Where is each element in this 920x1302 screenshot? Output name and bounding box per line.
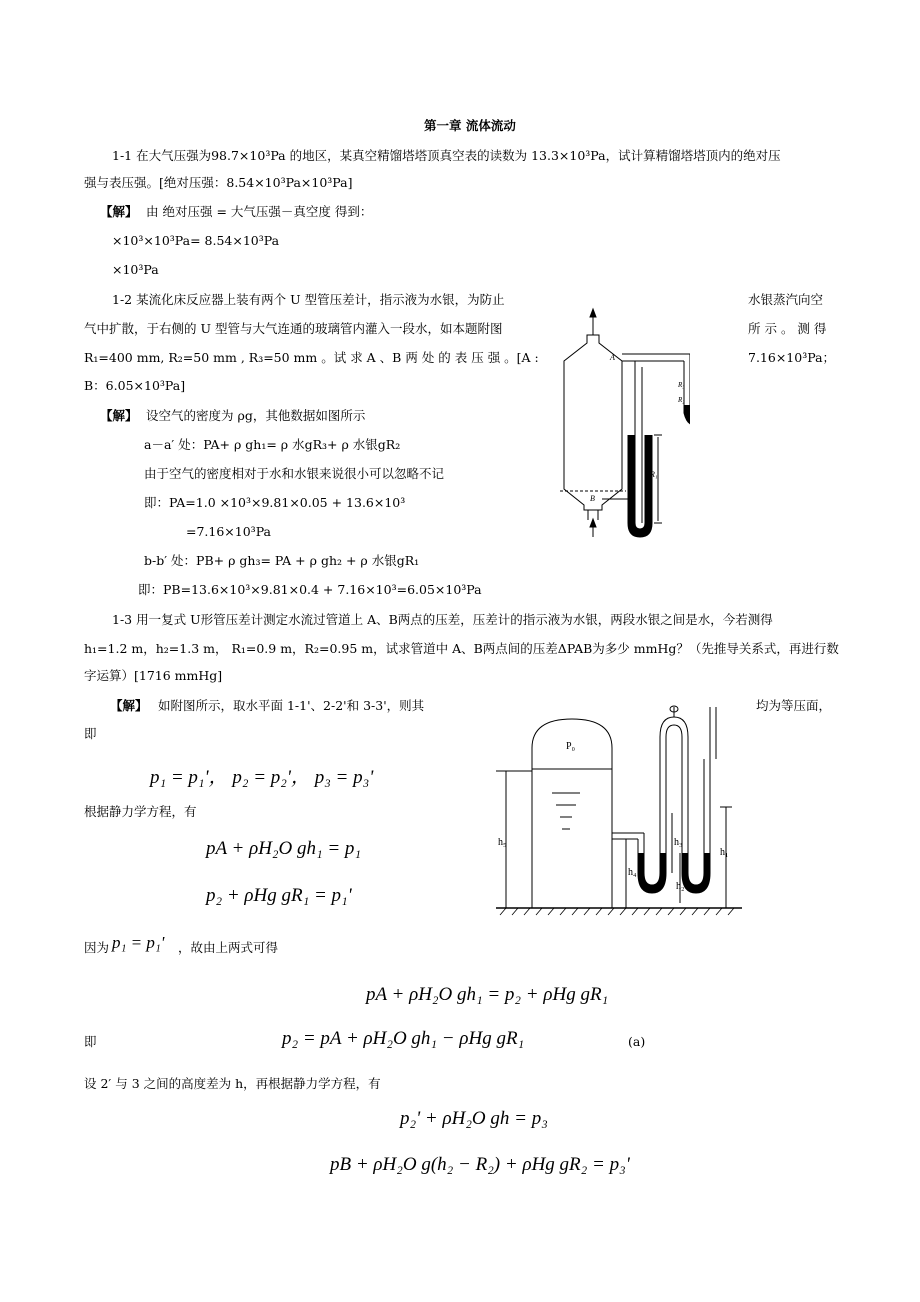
p1-3-line1: 1-3 用一复式 U形管压差计测定水流过管道上 A、B两点的压差，压差计的指示液为水银，两段水银之间是水，今若测得 — [112, 612, 773, 627]
p1-1-line1: 1-1 在大气压强为98.7×10³Pa 的地区，某真空精馏塔塔顶真空表的读数为 13.3×10³Pa，试计算精馏塔塔顶内的绝对压 — [112, 148, 781, 163]
equation-p2: p₂ = pA + ρH₂O gh₁ − ρHg gR₁ — [282, 1028, 525, 1049]
fig1-label-a: A — [610, 353, 615, 362]
p1-2-line2: 气中扩散，于右侧的 U 型管与大气连通的玻璃管内灌入一段水，如本题附图 — [84, 321, 503, 336]
tank-manometer-figure — [494, 703, 744, 918]
fig1-label-r3: R₃ — [678, 381, 685, 389]
p1-2-line3: R₁=400 mm, R₂=50 mm , R₃=50 mm 。试 求 A 、B 两 处 的 表 压 强 。[A : — [84, 350, 539, 365]
p1-2-line4: B：6.05×10³Pa] — [84, 378, 186, 393]
p1-2-step-3: 即：PA=1.0 ×10³×9.81×0.05 + 13.6×10³ — [144, 495, 406, 510]
p1-1-solution-text: 由 绝对压强 = 大气压强－真空度 得到： — [146, 204, 373, 219]
equation-combined: pA + ρH₂O gh₁ = p₂ + ρHg gR₁ — [366, 984, 609, 1005]
fig1-label-b: B — [590, 494, 595, 503]
p1-2-step-6: 即：PB=13.6×10³×9.81×0.4 + 7.16×10³=6.05×10³Pa — [138, 582, 482, 597]
reactor-figure — [550, 305, 690, 545]
equation-tag-a: (a) — [628, 1034, 646, 1049]
p1-2-step-2: 由于空气的密度相对于水和水银来说很小可以忽略不记 — [144, 466, 445, 481]
p1-1-result-1: ×10³×10³Pa= 8.54×10³Pa — [112, 233, 280, 248]
chapter-title: 第一章 流体流动 — [424, 118, 516, 133]
p1-2-line2-right: 所 示 。 测 得 — [748, 321, 827, 336]
static-intro: 根据静力学方程，有 — [84, 804, 197, 819]
p1-2-solution-label: 【解】 — [100, 408, 138, 423]
p1-3-line2: h₁=1.2 m，h₂=1.3 m， R₁=0.9 m，R₂=0.95 m，试求管道中 A、B两点间的压差ΔPAB为多少 mmHg？（先推导关系式，再进行数 — [84, 641, 839, 656]
p1-3-ji-1: 即 — [84, 726, 97, 741]
because-text: 因为 — [84, 940, 110, 955]
fig2-label-p0: P₀ — [566, 741, 576, 752]
equation-a2: p₂ + ρHg gR₁ = p₁' — [206, 885, 352, 906]
p1-2-line1: 1-2 某流化床反应器上装有两个 U 型管压差计，指示液为水银，为防止 — [112, 292, 505, 307]
p1-1-solution-label: 【解】 — [100, 204, 138, 219]
height-text: 设 2′ 与 3 之间的高度差为 h，再根据静力学方程，有 — [84, 1076, 381, 1091]
fig2-label-h3: h₃ — [674, 837, 683, 848]
p1-2-solution-text: 设空气的密度为 ρg，其他数据如图所示 — [146, 408, 366, 423]
fig1-label-r2: R₂ — [678, 396, 685, 404]
fig2-label-h1: h₁ — [720, 847, 729, 858]
p1-1-result-2: ×10³Pa — [112, 262, 159, 277]
p1-3-solution-right: 均为等压面， — [756, 698, 832, 713]
fig2-label-h2: h₂ — [676, 881, 685, 892]
p1-2-step-1: a－a′ 处：PA+ ρ gh₁= ρ 水gR₃+ ρ 水银gR₂ — [144, 437, 401, 452]
equation-b: pB + ρH₂O g(h₂ − R₂) + ρHg gR₂ = p₃' — [330, 1154, 630, 1175]
fig2-label-h5: h₅ — [498, 837, 507, 848]
p1-1-line2: 强与表压强。[绝对压强：8.54×10³Pa×10³Pa] — [84, 175, 353, 190]
p1-3-solution-label: 【解】 — [110, 698, 148, 713]
p1-2-line3-right: 7.16×10³Pa； — [748, 350, 836, 365]
equation-isobaric: p₁ = p₁'， p₂ = p₂'， p₃ = p₃' — [150, 767, 374, 788]
because-equation: p₁ = p₁' — [112, 933, 165, 952]
p1-2-line1-right: 水银蒸汽向空 — [748, 292, 824, 307]
equation-a1: pA + ρH₂O gh₁ = p₁ — [206, 838, 362, 859]
fig2-label-h4: h₄ — [628, 867, 637, 878]
equation-h: p₂' + ρH₂O gh = p₃ — [400, 1108, 548, 1129]
because-tail: ，故由上两式可得 — [178, 940, 279, 955]
p1-2-step-5: b-b′ 处：PB+ ρ gh₃= PA + ρ gh₂ + ρ 水银gR₁ — [144, 553, 420, 568]
p1-3-line3: 字运算）[1716 mmHg] — [84, 668, 223, 683]
p1-3-solution-text: 如附图所示，取水平面 1-1'、2-2'和 3-3'，则其 — [158, 698, 425, 713]
fig1-label-r1: R₁ — [650, 470, 658, 479]
p1-2-step-4: =7.16×10³Pa — [186, 524, 271, 539]
p1-3-ji-2: 即 — [84, 1034, 97, 1049]
